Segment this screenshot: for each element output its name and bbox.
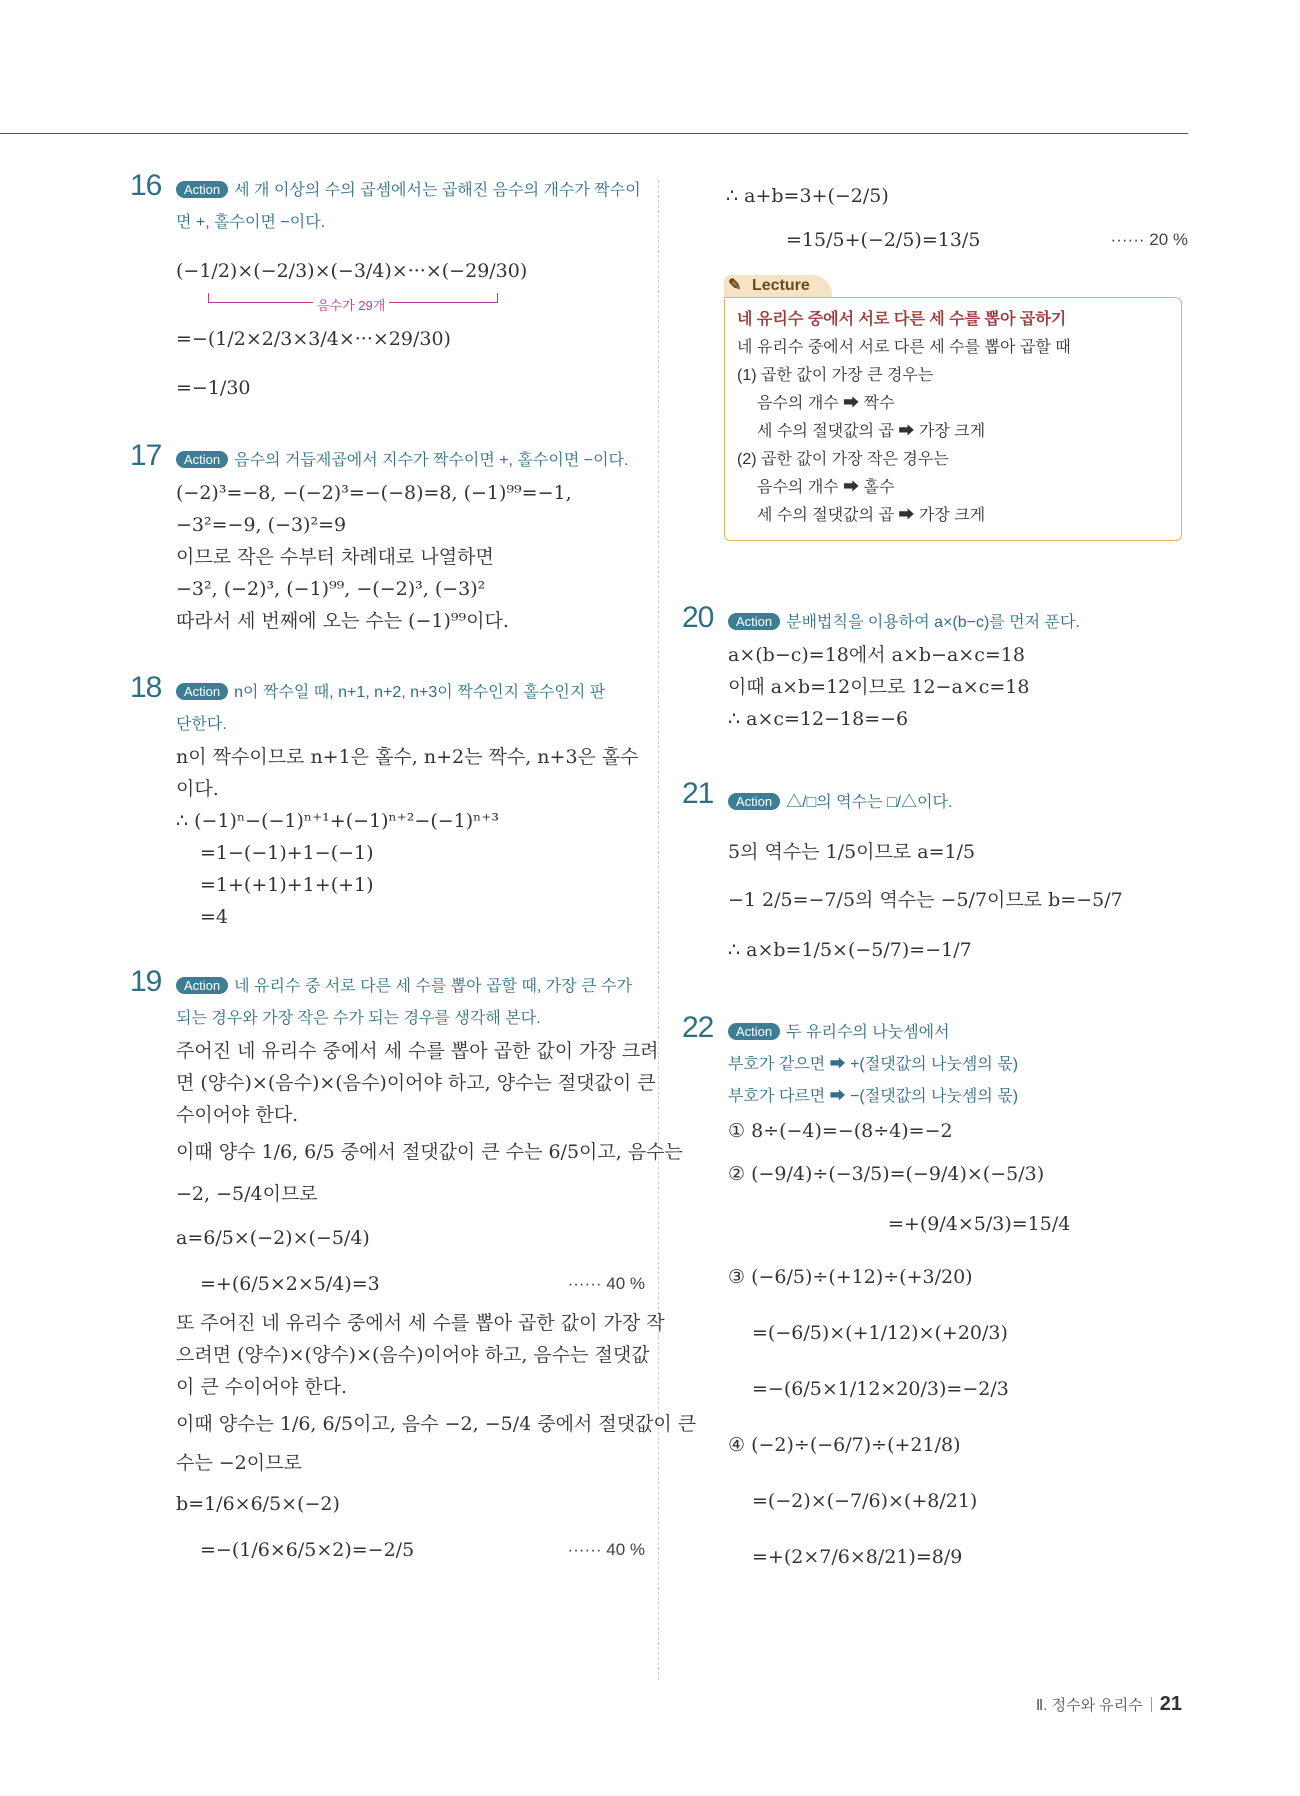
solution-line-with-score bbox=[176, 1527, 645, 1573]
action-text: 부호가 같으면 ➡ +(절댓값의 나눗셈의 몫) bbox=[728, 1056, 1019, 1073]
solution-line: ∴ a×b=1/5×(−5/7)=−1/7 bbox=[728, 939, 972, 961]
action-text: 면 +, 홀수이면 −이다. bbox=[176, 214, 326, 231]
problem-19 bbox=[130, 965, 697, 1573]
problem-number: 20 bbox=[682, 601, 714, 634]
solution-line: 주어진 네 유리수 중에서 세 수를 뽑아 곱한 값이 가장 크려 bbox=[176, 1040, 659, 1062]
action-text: 세 개 이상의 수의 곱셈에서는 곱해진 음수의 개수가 짝수이 bbox=[234, 182, 641, 199]
lecture-line: 음수의 개수 ➡ 짝수 bbox=[757, 395, 895, 412]
lecture-tab-label: Lecture bbox=[752, 277, 810, 294]
problem-number: 17 bbox=[130, 439, 162, 472]
solution-line: =+(2×7/6×8/21)=8/9 bbox=[752, 1546, 963, 1568]
action-text: 음수의 거듭제곱에서 지수가 짝수이면 +, 홀수이면 −이다. bbox=[234, 452, 629, 469]
solution-line: 면 (양수)×(음수)×(음수)이어야 하고, 양수는 절댓값이 큰 bbox=[176, 1072, 656, 1094]
left-column bbox=[130, 169, 697, 1573]
solution-line: =15/5+(−2/5)=13/5 bbox=[786, 229, 981, 251]
solution-line: ∴ (−1)ⁿ−(−1)ⁿ⁺¹+(−1)ⁿ⁺²−(−1)ⁿ⁺³ bbox=[176, 810, 500, 832]
solution-line: 으려면 (양수)×(양수)×(음수)이어야 하고, 음수는 절댓값 bbox=[176, 1344, 650, 1366]
score-percent: ······ 20 % bbox=[1110, 230, 1188, 249]
lecture-line: (2) 곱한 값이 가장 작은 경우는 bbox=[737, 451, 949, 468]
action-hint bbox=[682, 1017, 1188, 1113]
lecture-line: 세 수의 절댓값의 곱 ➡ 가장 크게 bbox=[757, 507, 986, 524]
solution-line: a×(b−c)=18에서 a×b−a×c=18 bbox=[728, 644, 1025, 666]
brace-annotation bbox=[208, 293, 498, 317]
solution-line: −2, −5/4이므로 bbox=[176, 1183, 318, 1205]
solution-line: =−(1/6×6/5×2)=−2/5 bbox=[200, 1539, 415, 1561]
action-hint bbox=[682, 607, 1188, 639]
solution-line: ④ (−2)÷(−6/7)÷(+21/8) bbox=[728, 1434, 961, 1456]
solution-line: b=1/6×6/5×(−2) bbox=[176, 1493, 340, 1515]
solution-line: −3²=−9, (−3)²=9 bbox=[176, 514, 347, 536]
action-text: 네 유리수 중 서로 다른 세 수를 뽑아 곱할 때, 가장 큰 수가 bbox=[234, 978, 632, 995]
solution-line: =+(9/4×5/3)=15/4 bbox=[888, 1213, 1071, 1235]
action-text: 단한다. bbox=[176, 716, 227, 733]
action-text: 되는 경우와 가장 작은 수가 되는 경우를 생각해 본다. bbox=[176, 1010, 541, 1027]
solution-line: −1 2/5=−7/5의 역수는 −5/7이므로 b=−5/7 bbox=[728, 889, 1123, 911]
solution-line: 수는 −2이므로 bbox=[176, 1452, 302, 1474]
solution-line: =−(1/2×2/3×3/4×···×29/30) bbox=[176, 328, 451, 350]
action-text: △/□의 역수는 □/△이다. bbox=[786, 794, 953, 811]
problem-number: 22 bbox=[682, 1011, 714, 1044]
chapter-label: Ⅱ. 정수와 유리수 bbox=[1035, 1697, 1143, 1714]
lecture-line: 음수의 개수 ➡ 홀수 bbox=[757, 479, 895, 496]
action-hint bbox=[130, 971, 645, 1035]
action-text: 두 유리수의 나눗셈에서 bbox=[786, 1024, 950, 1041]
solution-line: 따라서 세 번째에 오는 수는 (−1)⁹⁹이다. bbox=[176, 610, 509, 632]
action-badge: Action bbox=[176, 181, 228, 198]
solution-line: 이다. bbox=[176, 778, 219, 800]
action-hint bbox=[130, 445, 645, 477]
action-text: n이 짝수일 때, n+1, n+2, n+3이 짝수인지 홀수인지 판 bbox=[234, 684, 606, 701]
solution-line: 이때 양수는 1/6, 6/5이고, 음수 −2, −5/4 중에서 절댓값이 큰 bbox=[176, 1413, 697, 1435]
solution-line: =1−(−1)+1−(−1) bbox=[200, 842, 374, 864]
problem-number: 21 bbox=[682, 777, 714, 810]
lecture-line: (1) 곱한 값이 가장 큰 경우는 bbox=[737, 367, 934, 384]
problem-number: 19 bbox=[130, 965, 162, 998]
right-column bbox=[682, 175, 1188, 1585]
problem-21 bbox=[682, 777, 1188, 975]
solution-line: =1+(+1)+1+(+1) bbox=[200, 874, 374, 896]
problem-16 bbox=[130, 169, 645, 415]
solution-line: ① 8÷(−4)=−(8÷4)=−2 bbox=[728, 1120, 953, 1142]
solution-line: ② (−9/4)÷(−3/5)=(−9/4)×(−5/3) bbox=[728, 1163, 1045, 1185]
action-text: 분배법칙을 이용하여 a×(b−c)를 먼저 푼다. bbox=[786, 614, 1080, 631]
solution-line: =(−6/5)×(+1/12)×(+20/3) bbox=[752, 1322, 1008, 1344]
solution-line: 이때 양수 1/6, 6/5 중에서 절댓값이 큰 수는 6/5이고, 음수는 bbox=[176, 1141, 683, 1163]
solution-line: =−(6/5×1/12×20/3)=−2/3 bbox=[752, 1378, 1009, 1400]
action-badge: Action bbox=[728, 1023, 780, 1040]
solution-line-with-score bbox=[176, 1261, 645, 1307]
problem-17 bbox=[130, 439, 645, 637]
solution-line: (−2)³=−8, −(−2)³=−(−8)=8, (−1)⁹⁹=−1, bbox=[176, 482, 572, 504]
action-badge: Action bbox=[176, 683, 228, 700]
solution-line: =+(6/5×2×5/4)=3 bbox=[200, 1273, 380, 1295]
solution-line: −3², (−2)³, (−1)⁹⁹, −(−2)³, (−3)² bbox=[176, 578, 486, 600]
column-divider bbox=[658, 180, 659, 1680]
solution-line: a=6/5×(−2)×(−5/4) bbox=[176, 1227, 370, 1249]
action-hint bbox=[130, 175, 645, 239]
solution-line: =(−2)×(−7/6)×(+8/21) bbox=[752, 1490, 978, 1512]
problem-number: 16 bbox=[130, 169, 162, 202]
lecture-line: 세 수의 절댓값의 곱 ➡ 가장 크게 bbox=[757, 423, 986, 440]
lecture-tab bbox=[724, 275, 832, 297]
problem-18 bbox=[130, 671, 645, 933]
pencil-icon: ✎ bbox=[728, 277, 742, 294]
action-badge: Action bbox=[728, 613, 780, 630]
score-percent: ······ 40 % bbox=[567, 1540, 645, 1559]
solution-line: =−1/30 bbox=[176, 377, 251, 399]
action-badge: Action bbox=[176, 451, 228, 468]
action-text: 부호가 다르면 ➡ −(절댓값의 나눗셈의 몫) bbox=[728, 1088, 1019, 1105]
solution-line: ∴ a+b=3+(−2/5) bbox=[726, 185, 889, 207]
page-footer bbox=[1036, 1693, 1182, 1716]
solution-line: n이 짝수이므로 n+1은 홀수, n+2는 짝수, n+3은 홀수 bbox=[176, 746, 639, 768]
solution-line: ③ (−6/5)÷(+12)÷(+3/20) bbox=[728, 1266, 973, 1288]
lecture-line: 네 유리수 중에서 서로 다른 세 수를 뽑아 곱할 때 bbox=[737, 339, 1071, 356]
action-hint bbox=[682, 783, 1188, 823]
header-rule bbox=[0, 133, 1188, 134]
problem-19-continued bbox=[682, 175, 1188, 263]
solution-line: 이때 a×b=12이므로 12−a×c=18 bbox=[728, 676, 1030, 698]
solution-line: 수이어야 한다. bbox=[176, 1104, 299, 1126]
lecture-content bbox=[724, 297, 1182, 541]
solution-line: 5의 역수는 1/5이므로 a=1/5 bbox=[728, 841, 976, 863]
solution-line: ∴ a×c=12−18=−6 bbox=[728, 708, 909, 730]
action-badge: Action bbox=[176, 977, 228, 994]
solution-line-with-score bbox=[726, 217, 1188, 263]
problem-22 bbox=[682, 1011, 1188, 1585]
lecture-title: 네 유리수 중에서 서로 다른 세 수를 뽑아 곱하기 bbox=[737, 311, 1067, 328]
brace-label: 음수가 29개 bbox=[313, 295, 389, 314]
problem-20 bbox=[682, 601, 1188, 735]
action-hint bbox=[130, 677, 645, 741]
solution-line: =4 bbox=[200, 906, 229, 928]
page-number: 21 bbox=[1159, 1693, 1182, 1715]
footer-divider bbox=[1151, 1697, 1152, 1712]
solution-line: (−1/2)×(−2/3)×(−3/4)×···×(−29/30) bbox=[176, 260, 528, 282]
score-percent: ······ 40 % bbox=[567, 1274, 645, 1293]
solution-line: 또 주어진 네 유리수 중에서 세 수를 뽑아 곱한 값이 가장 작 bbox=[176, 1312, 665, 1334]
action-badge: Action bbox=[728, 793, 780, 810]
solution-line: 이 큰 수이어야 한다. bbox=[176, 1376, 347, 1398]
problem-number: 18 bbox=[130, 671, 162, 704]
lecture-box bbox=[724, 275, 1182, 541]
solution-line: 이므로 작은 수부터 차례대로 나열하면 bbox=[176, 546, 494, 568]
